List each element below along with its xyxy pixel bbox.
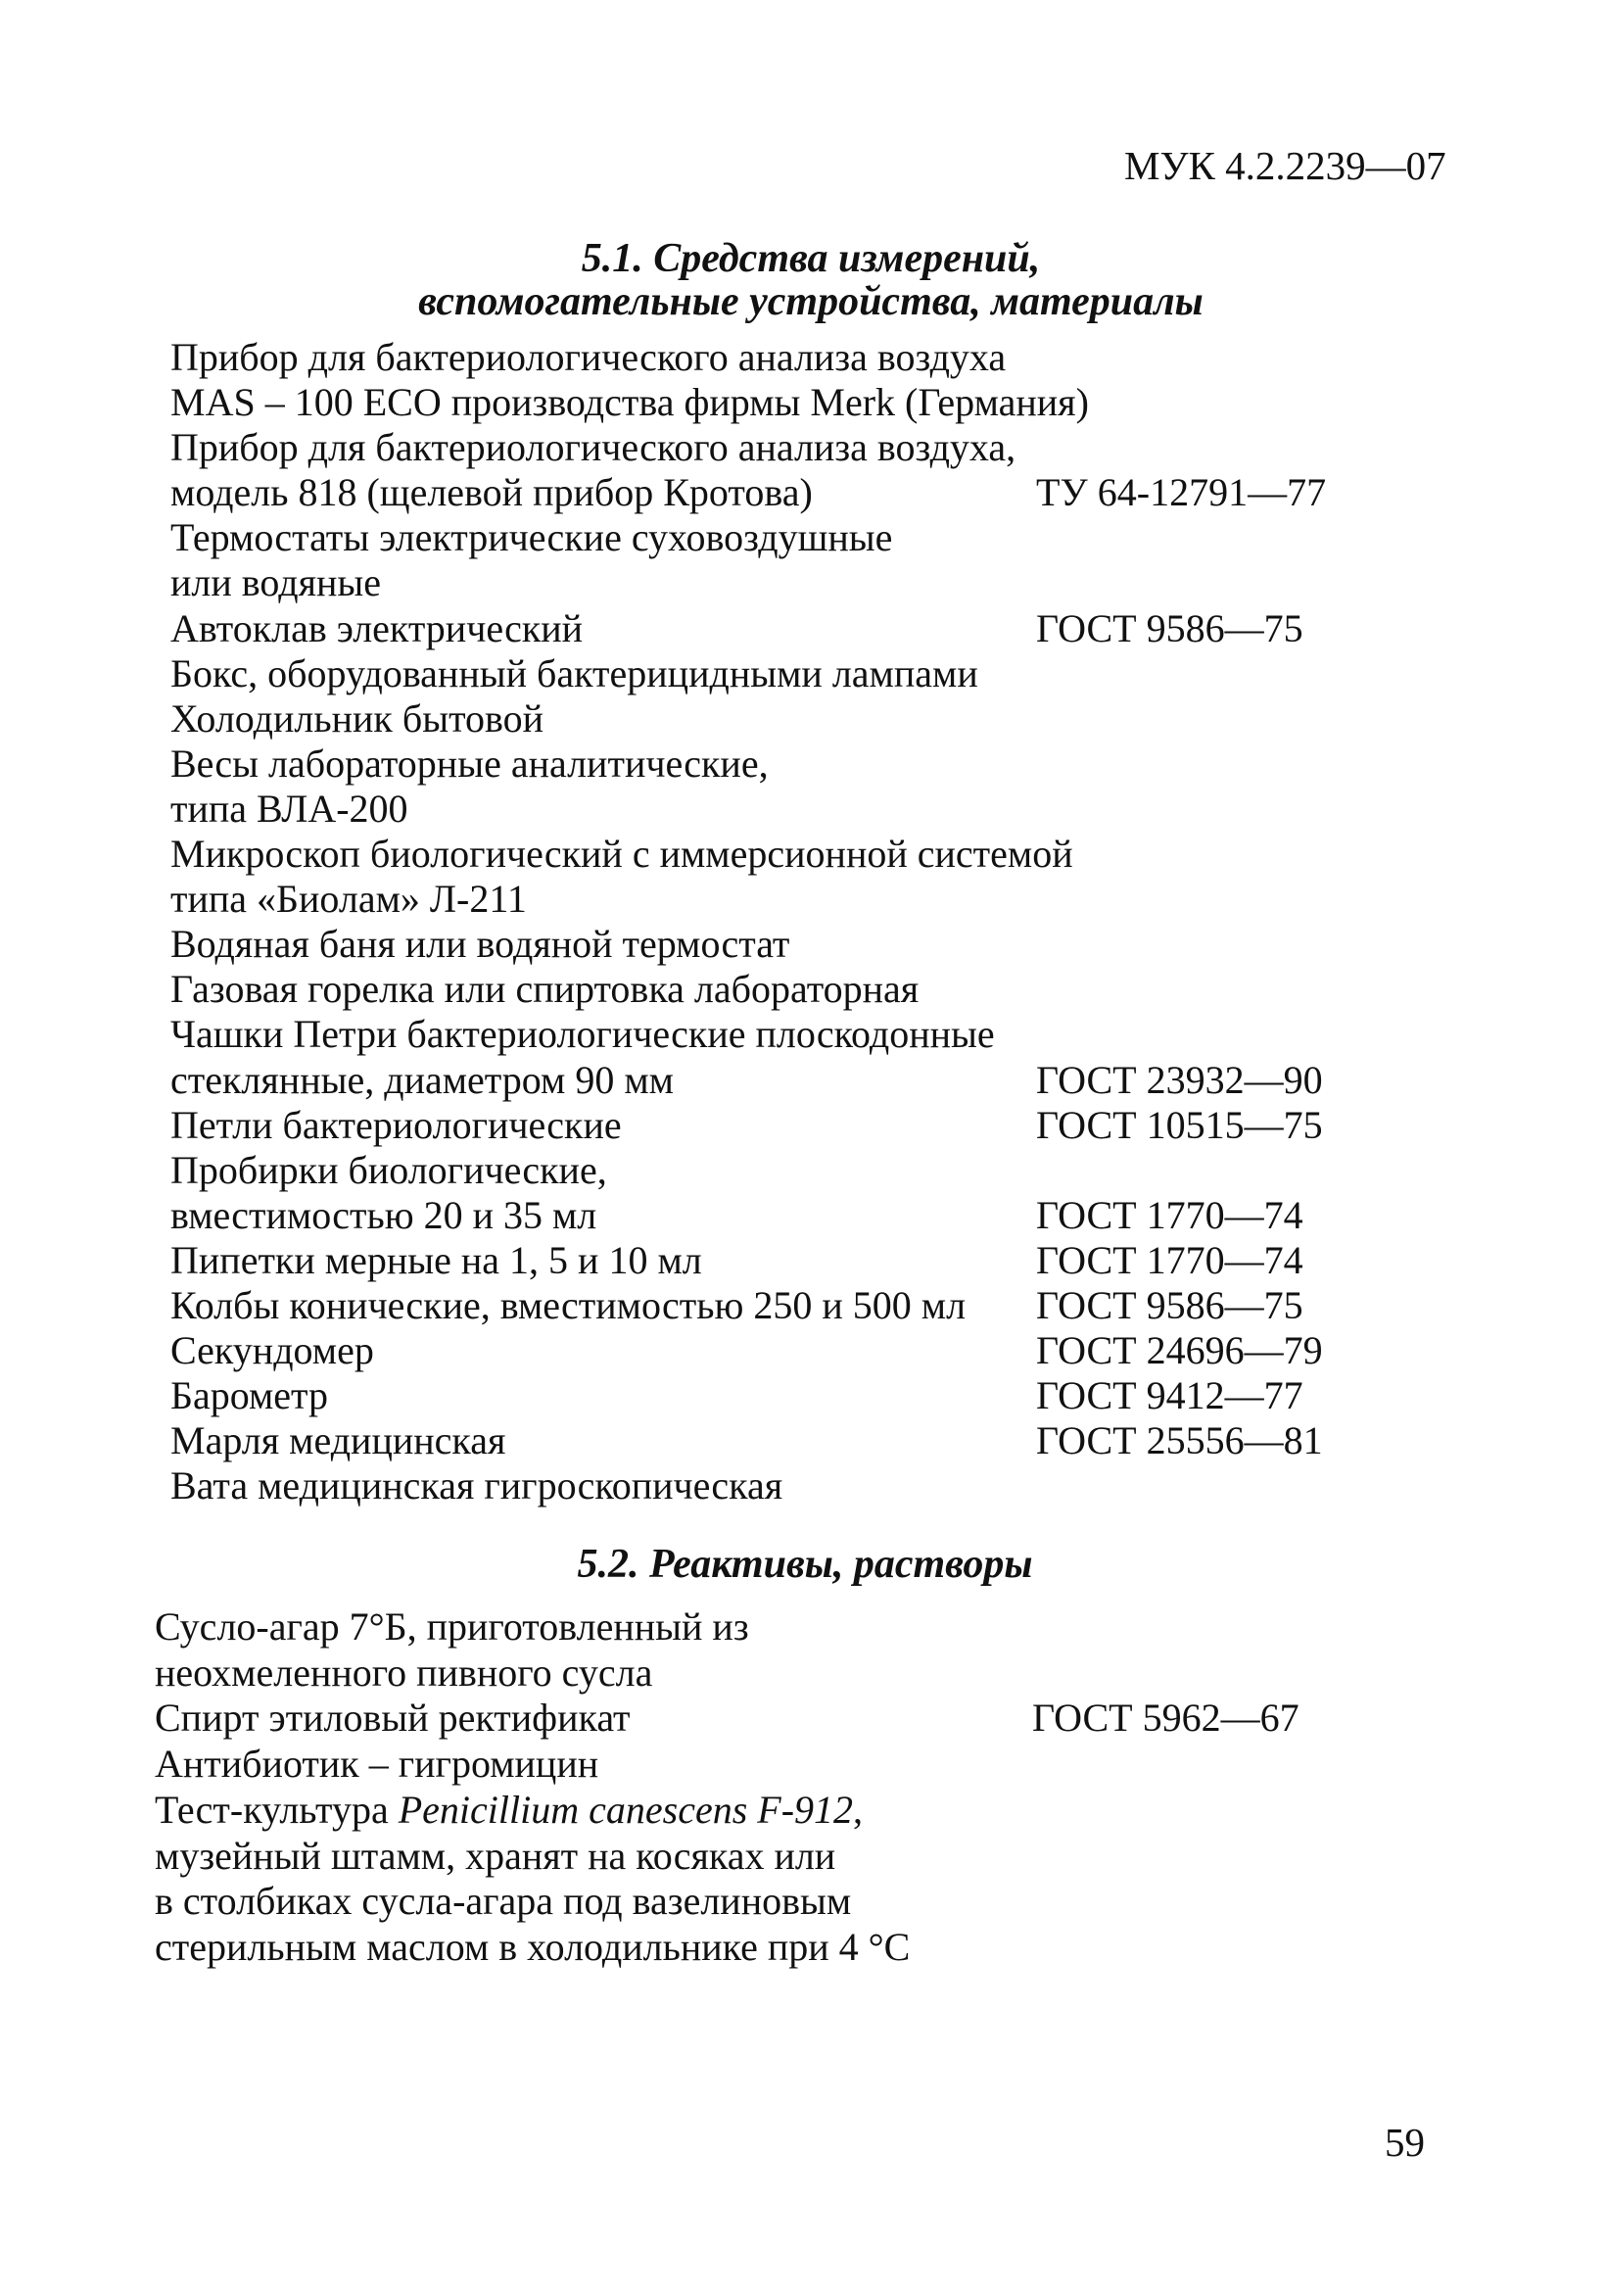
list-item (155, 1879, 910, 1925)
document-code: МУК 4.2.2239—07 (1124, 143, 1446, 188)
list-item (155, 1650, 910, 1697)
list-item (170, 741, 1089, 787)
standard-ref: ГОСТ 5962—67 (1032, 1696, 1299, 1741)
item-text: стерильным маслом в холодильнике при 4 °С (155, 1924, 911, 1969)
list-item (155, 1696, 1299, 1742)
list-item (170, 1192, 1303, 1238)
item-text: или водяные (170, 560, 382, 605)
item-text: Холодильник бытовой (170, 695, 544, 741)
list-item (155, 1925, 910, 1971)
standard-ref: ГОСТ 9586—75 (1036, 605, 1303, 650)
list-item (170, 877, 1089, 922)
item-text: типа ВЛА-200 (170, 786, 408, 831)
item-text: музейный штамм, хранят на косяках или (155, 1833, 836, 1878)
list-item (170, 1237, 1303, 1283)
list-item (170, 1148, 1089, 1193)
standard-ref: ГОСТ 25556—81 (1036, 1418, 1323, 1463)
item-text: Прибор для бактериологического анализа воздуха (170, 335, 1007, 379)
item-text: Прибор для бактериологического анализа воздуха, (170, 425, 1016, 470)
item-text: Термостаты электрические суховоздушные (170, 515, 893, 560)
item-text: Петли бактериологические (170, 1102, 622, 1147)
species-name: Penicillium canescens F-912 (398, 1787, 854, 1832)
item-text: MAS – 100 ECO производства фирмы Merk (Германия) (170, 380, 1089, 425)
list-item (155, 1604, 910, 1650)
item-text: Бокс, оборудованный бактерицидными лампами (170, 650, 978, 695)
reagents-list (155, 1604, 1299, 1971)
item-text: Барометр (170, 1373, 328, 1418)
section-1-title-line-2: вспомогательные устройства, материалы (418, 279, 1204, 324)
item-text: Колбы конические, вместимостью 250 и 500 мл (170, 1282, 967, 1327)
page-number: 59 (1385, 2120, 1425, 2165)
list-item (170, 922, 1089, 967)
list-item (170, 515, 1089, 560)
list-item (170, 1463, 1089, 1508)
standard-ref: ГОСТ 1770—74 (1036, 1192, 1303, 1237)
list-item (155, 1788, 910, 1834)
item-text: модель 818 (щелевой прибор Кротова) (170, 470, 813, 515)
standard-ref: ГОСТ 24696—79 (1036, 1328, 1323, 1373)
item-text: Газовая горелка или спиртовка лабораторная (170, 967, 920, 1012)
list-item (170, 1373, 1303, 1418)
item-text: Пробирки биологические, (170, 1147, 607, 1192)
list-item (170, 1057, 1323, 1103)
list-item (170, 380, 1089, 425)
list-item (170, 696, 1089, 741)
list-item (170, 605, 1303, 651)
standard-ref: ГОСТ 23932—90 (1036, 1057, 1323, 1102)
list-item (170, 335, 1089, 380)
item-text: Весы лабораторные аналитические, (170, 741, 769, 786)
item-text: Водяная баня или водяной термостат (170, 922, 790, 967)
item-text: неохмеленного пивного сусла (155, 1650, 653, 1695)
item-text: типа «Биолам» Л-211 (170, 877, 527, 922)
list-item (170, 1012, 1089, 1057)
list-item (170, 651, 1089, 696)
list-item (170, 1328, 1323, 1373)
list-item (170, 787, 1089, 832)
item-text: Антибиотик – гигромицин (155, 1742, 599, 1787)
list-item (170, 425, 1089, 470)
item-text: Сусло-агар 7°Б, приготовленный из (155, 1604, 749, 1649)
item-text: стеклянные, диаметром 90 мм (170, 1057, 674, 1102)
list-item (170, 470, 1327, 515)
list-item (170, 832, 1089, 877)
item-text: Тест-культура (155, 1787, 399, 1832)
item-text: в столбиках сусла-агара под вазелиновым (155, 1879, 852, 1924)
standard-ref: ГОСТ 1770—74 (1036, 1237, 1303, 1282)
item-text: Марля медицинская (170, 1418, 506, 1463)
standard-ref: ГОСТ 9412—77 (1036, 1373, 1303, 1418)
list-item (155, 1834, 910, 1880)
item-suffix: , (853, 1787, 864, 1832)
item-text: Пипетки мерные на 1, 5 и 10 мл (170, 1237, 702, 1282)
standard-ref: ГОСТ 9586—75 (1036, 1282, 1303, 1327)
item-text: Вата медицинская гигроскопическая (170, 1463, 783, 1508)
item-text: вместимостью 20 и 35 мл (170, 1192, 597, 1237)
list-item (155, 1742, 910, 1788)
item-text: Микроскоп биологический с иммерсионной системой (170, 832, 1073, 877)
list-item (170, 1282, 1303, 1328)
standard-ref: ТУ 64-12791—77 (1036, 470, 1327, 515)
list-item (170, 1102, 1323, 1148)
list-item (170, 560, 1089, 605)
equipment-list (170, 335, 1327, 1508)
item-text: Спирт этиловый ректификат (155, 1696, 631, 1741)
list-item (170, 967, 1089, 1012)
section-2-title: 5.2. Реактивы, растворы (577, 1542, 1033, 1587)
section-1-title-line-1: 5.1. Средства измерений, (581, 236, 1041, 281)
item-text: Автоклав электрический (170, 605, 584, 650)
standard-ref: ГОСТ 10515—75 (1036, 1102, 1323, 1147)
item-text: Секундомер (170, 1328, 374, 1373)
list-item (170, 1418, 1323, 1463)
item-text: Чашки Петри бактериологические плоскодонные (170, 1012, 995, 1057)
